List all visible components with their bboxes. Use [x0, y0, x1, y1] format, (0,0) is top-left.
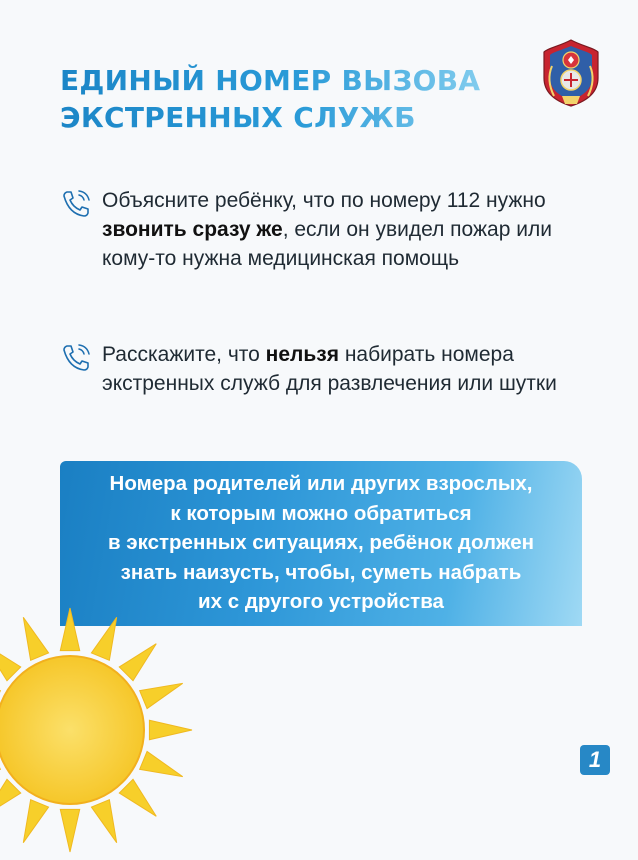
item-text-after: набирать номера экстренных служб для развлечения или шутки	[102, 343, 557, 395]
page-number-badge	[580, 745, 610, 775]
item-text-bold: нельзя	[266, 343, 339, 366]
title-line-2: ЭКСТРЕННЫХ СЛУЖБ	[60, 99, 500, 136]
sun-ray	[0, 779, 21, 816]
sun-ray	[60, 809, 79, 852]
list-item-text	[102, 340, 600, 398]
sun-ray	[23, 617, 48, 660]
sun-ray	[140, 751, 183, 776]
info-line-4: знать наизусть, чтобы, суметь набрать	[60, 558, 582, 588]
list-item-no-prank-calls	[60, 340, 600, 430]
info-line-1: Номера родителей или других взрослых,	[60, 469, 582, 499]
sun-icon	[0, 600, 200, 860]
sun-ray	[91, 800, 116, 843]
sun-ray	[91, 617, 116, 660]
info-line-2: к которым можно обратиться	[60, 499, 582, 529]
info-line-5: их с другого устройства	[60, 587, 582, 617]
info-line-3: в экстренных ситуациях, ребёнок должен	[60, 528, 582, 558]
title-line-1: ЕДИНЫЙ НОМЕР ВЫЗОВА	[60, 62, 500, 99]
phone-icon	[60, 342, 94, 372]
list-item-call-112	[60, 186, 600, 306]
sun-ray	[0, 644, 21, 681]
item-text-after: , если он увидел пожар или кому-то нужна медицинская помощь	[102, 218, 552, 270]
item-text-before: Объясните ребёнку, что по номеру 112 нужно	[102, 189, 546, 212]
sun-ray	[119, 644, 156, 681]
sun-ray	[119, 779, 156, 816]
list-item-text	[102, 186, 600, 273]
item-text-bold: звонить сразу же	[102, 218, 283, 241]
page-title	[60, 62, 500, 136]
sun-ray	[60, 608, 79, 651]
phone-icon	[60, 188, 94, 218]
item-text-before: Расскажите, что	[102, 343, 266, 366]
sun-ray	[149, 720, 192, 739]
page-number: 1	[589, 747, 601, 773]
moscow-fire-service-emblem-icon	[542, 38, 600, 108]
sun-ray	[140, 683, 183, 708]
info-box-text	[60, 469, 582, 617]
sun-ray	[23, 800, 48, 843]
